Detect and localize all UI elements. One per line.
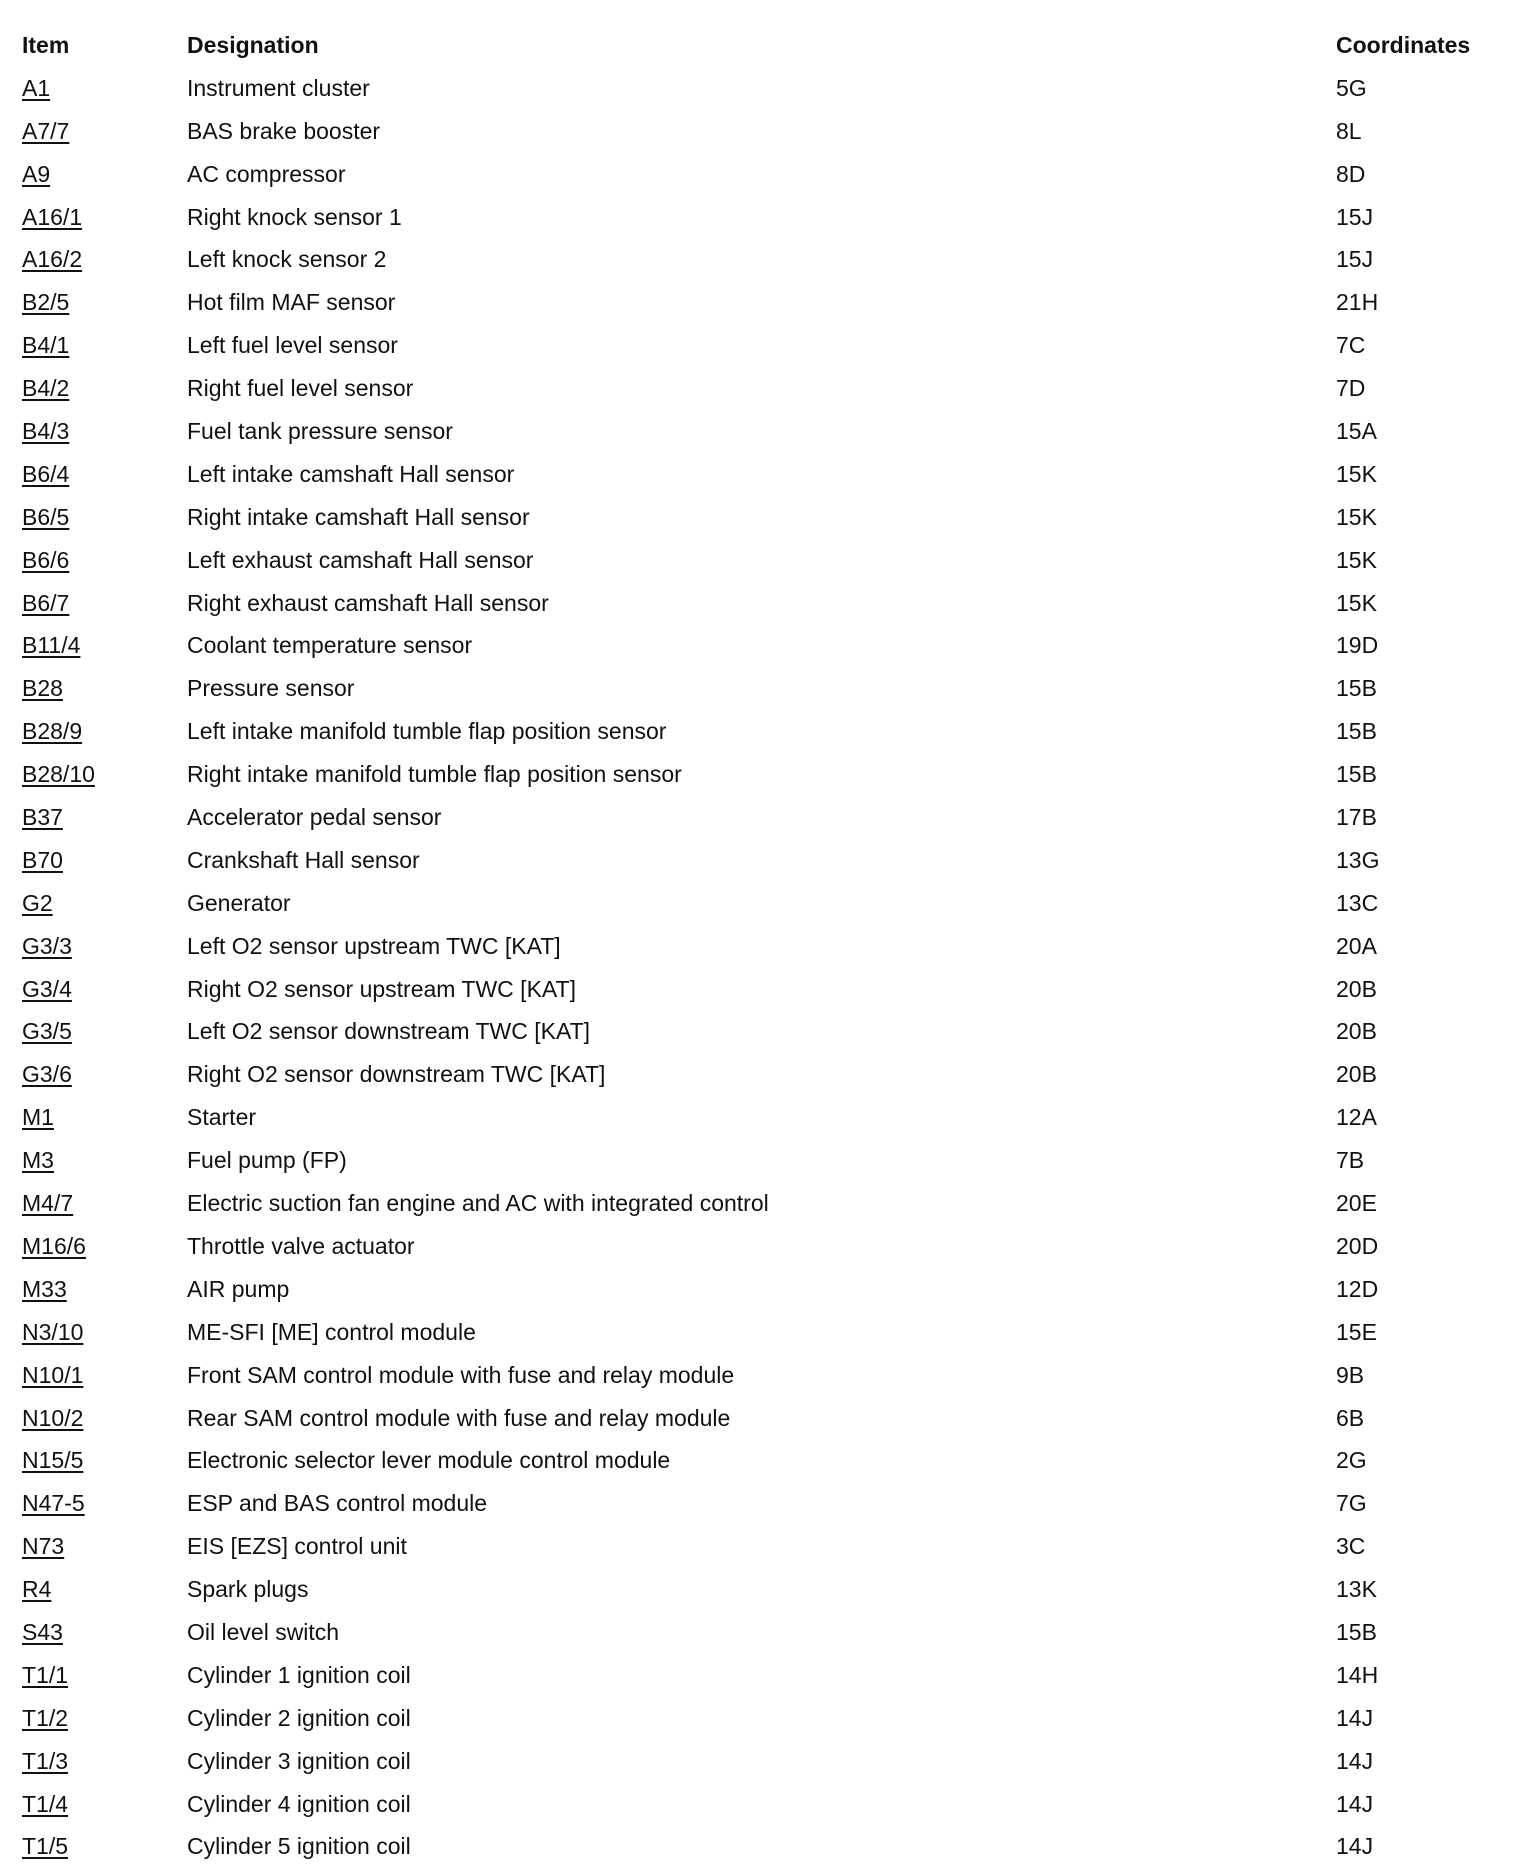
designation-text: Cylinder 1 ignition coil	[187, 1661, 411, 1688]
coordinates-text: 17B	[1336, 804, 1377, 831]
item-link[interactable]: B2/5	[22, 289, 70, 316]
item-link[interactable]: A9	[22, 160, 51, 187]
item-link[interactable]: G3/3	[22, 932, 72, 959]
table-row	[22, 1783, 1502, 1826]
table-row	[22, 1697, 1502, 1740]
table-row	[22, 753, 1502, 796]
item-link[interactable]: N10/2	[22, 1404, 84, 1431]
table-row	[22, 453, 1502, 496]
table-row	[22, 1482, 1502, 1525]
table-header-row	[22, 24, 1502, 67]
item-link[interactable]: M16/6	[22, 1232, 86, 1259]
table-row	[22, 1268, 1502, 1311]
table-row	[22, 1010, 1502, 1053]
item-link[interactable]: M33	[22, 1275, 67, 1302]
coordinates-text: 15K	[1336, 546, 1377, 573]
designation-text: Left O2 sensor upstream TWC [KAT]	[187, 932, 561, 959]
table-row	[22, 968, 1502, 1011]
designation-text: Right exhaust camshaft Hall sensor	[187, 589, 549, 616]
designation-text: Cylinder 3 ignition coil	[187, 1747, 411, 1774]
designation-text: Left intake camshaft Hall sensor	[187, 460, 515, 487]
designation-text: Cylinder 5 ignition coil	[187, 1833, 411, 1860]
coordinates-text: 21H	[1336, 289, 1379, 316]
designation-text: Right intake camshaft Hall sensor	[187, 503, 530, 530]
item-link[interactable]: N10/1	[22, 1361, 84, 1388]
item-link[interactable]: N15/5	[22, 1447, 84, 1474]
designation-text: AIR pump	[187, 1275, 290, 1302]
coordinates-text: 15K	[1336, 503, 1377, 530]
coordinates-text: 15B	[1336, 1618, 1377, 1645]
coordinates-text: 15K	[1336, 589, 1377, 616]
item-link[interactable]: B28/9	[22, 718, 83, 745]
designation-text: Coolant temperature sensor	[187, 632, 473, 659]
item-link[interactable]: M3	[22, 1147, 54, 1174]
item-link[interactable]: M1	[22, 1104, 54, 1131]
designation-text: Left O2 sensor downstream TWC [KAT]	[187, 1018, 591, 1045]
coordinates-text: 3C	[1336, 1533, 1366, 1560]
designation-text: Cylinder 2 ignition coil	[187, 1704, 411, 1731]
item-link[interactable]: T1/5	[22, 1833, 69, 1860]
table-row	[22, 667, 1502, 710]
component-legend-table	[22, 24, 1502, 1868]
table-row	[22, 624, 1502, 667]
table-row	[22, 324, 1502, 367]
item-link[interactable]: T1/1	[22, 1661, 69, 1688]
table-row	[22, 1611, 1502, 1654]
designation-text: Throttle valve actuator	[187, 1232, 415, 1259]
item-link[interactable]: S43	[22, 1618, 63, 1645]
table-row	[22, 1354, 1502, 1397]
table-row	[22, 1397, 1502, 1440]
coordinates-text: 20B	[1336, 1061, 1377, 1088]
coordinates-text: 9B	[1336, 1361, 1365, 1388]
coordinates-text: 15E	[1336, 1318, 1377, 1345]
coordinates-text: 14J	[1336, 1790, 1374, 1817]
item-link[interactable]: A16/2	[22, 246, 83, 273]
item-link[interactable]: B11/4	[22, 632, 81, 659]
table-row	[22, 1439, 1502, 1482]
item-link[interactable]: N3/10	[22, 1318, 84, 1345]
item-link[interactable]: B28	[22, 675, 63, 702]
coordinates-text: 15J	[1336, 203, 1374, 230]
table-row	[22, 367, 1502, 410]
item-link[interactable]: M4/7	[22, 1190, 74, 1217]
coordinates-text: 14J	[1336, 1704, 1374, 1731]
table-row	[22, 1825, 1502, 1868]
designation-text: AC compressor	[187, 160, 346, 187]
coordinates-text: 20B	[1336, 975, 1377, 1002]
table-row	[22, 153, 1502, 196]
designation-text: Oil level switch	[187, 1618, 340, 1645]
coordinates-text: 20D	[1336, 1232, 1379, 1259]
table-row	[22, 925, 1502, 968]
table-body	[22, 67, 1502, 1868]
item-link[interactable]: T1/4	[22, 1790, 69, 1817]
coordinates-text: 7B	[1336, 1147, 1365, 1174]
coordinates-text: 14J	[1336, 1833, 1374, 1860]
designation-text: Right O2 sensor downstream TWC [KAT]	[187, 1061, 606, 1088]
table-row	[22, 238, 1502, 281]
designation-text: Left exhaust camshaft Hall sensor	[187, 546, 534, 573]
designation-text: Left knock sensor 2	[187, 246, 387, 273]
coordinates-text: 15K	[1336, 460, 1377, 487]
item-link[interactable]: A7/7	[22, 117, 70, 144]
table-row	[22, 410, 1502, 453]
designation-text: Right knock sensor 1	[187, 203, 402, 230]
item-link[interactable]: N47-5	[22, 1490, 85, 1517]
coordinates-text: 15A	[1336, 418, 1377, 445]
designation-text: Right O2 sensor upstream TWC [KAT]	[187, 975, 576, 1002]
table-row	[22, 839, 1502, 882]
designation-text: Fuel pump (FP)	[187, 1147, 347, 1174]
coordinates-text: 8D	[1336, 160, 1366, 187]
coordinates-text: 12D	[1336, 1275, 1379, 1302]
table-row	[22, 582, 1502, 625]
coordinates-text: 12A	[1336, 1104, 1377, 1131]
coordinates-text: 20B	[1336, 1018, 1377, 1045]
item-link[interactable]: B4/2	[22, 375, 70, 402]
designation-text: ESP and BAS control module	[187, 1490, 488, 1517]
table-row	[22, 1182, 1502, 1225]
item-link[interactable]: B37	[22, 804, 63, 831]
table-row	[22, 1740, 1502, 1783]
table-row	[22, 1096, 1502, 1139]
coordinates-text: 15B	[1336, 675, 1377, 702]
coordinates-text: 6B	[1336, 1404, 1365, 1431]
table-row	[22, 1225, 1502, 1268]
coordinates-text: 13G	[1336, 846, 1380, 873]
coordinates-text: 13K	[1336, 1576, 1377, 1603]
designation-text: Spark plugs	[187, 1576, 309, 1603]
designation-text: EIS [EZS] control unit	[187, 1533, 407, 1560]
designation-text: ME-SFI [ME] control module	[187, 1318, 476, 1345]
coordinates-text: 20A	[1336, 932, 1377, 959]
coordinates-text: 19D	[1336, 632, 1379, 659]
item-link[interactable]: B28/10	[22, 761, 95, 788]
item-link[interactable]: B6/4	[22, 460, 70, 487]
column-header-coordinates: Coordinates	[1336, 32, 1471, 58]
designation-text: Hot film MAF sensor	[187, 289, 396, 316]
designation-text: Pressure sensor	[187, 675, 355, 702]
item-link[interactable]: A1	[22, 74, 51, 101]
table-row	[22, 1053, 1502, 1096]
table-row	[22, 539, 1502, 582]
item-link[interactable]: B4/1	[22, 332, 70, 359]
item-link[interactable]: B70	[22, 846, 63, 873]
designation-text: Rear SAM control module with fuse and relay module	[187, 1404, 731, 1431]
coordinates-text: 5G	[1336, 74, 1367, 101]
table-row	[22, 1139, 1502, 1182]
item-link[interactable]: B6/6	[22, 546, 70, 573]
coordinates-text: 13C	[1336, 889, 1379, 916]
designation-text: Cylinder 4 ignition coil	[187, 1790, 411, 1817]
coordinates-text: 14H	[1336, 1661, 1379, 1688]
item-link[interactable]: G3/6	[22, 1061, 72, 1088]
designation-text: Electric suction fan engine and AC with integrated control	[187, 1190, 769, 1217]
table-row	[22, 882, 1502, 925]
designation-text: Generator	[187, 889, 291, 916]
designation-text: Electronic selector lever module control module	[187, 1447, 671, 1474]
item-link[interactable]: T1/3	[22, 1747, 69, 1774]
item-link[interactable]: G3/5	[22, 1018, 72, 1045]
coordinates-text: 2G	[1336, 1447, 1367, 1474]
item-link[interactable]: A16/1	[22, 203, 83, 230]
column-header-designation: Designation	[187, 32, 319, 58]
coordinates-text: 15J	[1336, 246, 1374, 273]
item-link[interactable]: N73	[22, 1533, 65, 1560]
designation-text: Crankshaft Hall sensor	[187, 846, 420, 873]
coordinates-text: 7C	[1336, 332, 1366, 359]
item-link[interactable]: G2	[22, 889, 53, 916]
designation-text: Left fuel level sensor	[187, 332, 398, 359]
item-link[interactable]: G3/4	[22, 975, 72, 1002]
coordinates-text: 8L	[1336, 117, 1362, 144]
designation-text: Instrument cluster	[187, 74, 370, 101]
table-row	[22, 710, 1502, 753]
item-link[interactable]: R4	[22, 1576, 52, 1603]
designation-text: Right intake manifold tumble flap position sensor	[187, 761, 682, 788]
item-link[interactable]: B4/3	[22, 418, 70, 445]
item-link[interactable]: B6/5	[22, 503, 70, 530]
coordinates-text: 15B	[1336, 718, 1377, 745]
table-row	[22, 1568, 1502, 1611]
designation-text: Accelerator pedal sensor	[187, 804, 442, 831]
table-row	[22, 281, 1502, 324]
designation-text: Starter	[187, 1104, 257, 1131]
coordinates-text: 15B	[1336, 761, 1377, 788]
designation-text: Fuel tank pressure sensor	[187, 418, 453, 445]
coordinates-text: 14J	[1336, 1747, 1374, 1774]
item-link[interactable]: T1/2	[22, 1704, 69, 1731]
coordinates-text: 20E	[1336, 1190, 1377, 1217]
designation-text: Front SAM control module with fuse and relay module	[187, 1361, 735, 1388]
item-link[interactable]: B6/7	[22, 589, 70, 616]
table-row	[22, 67, 1502, 110]
table-row	[22, 1654, 1502, 1697]
designation-text: Left intake manifold tumble flap position sensor	[187, 718, 667, 745]
coordinates-text: 7D	[1336, 375, 1366, 402]
designation-text: Right fuel level sensor	[187, 375, 414, 402]
coordinates-text: 7G	[1336, 1490, 1367, 1517]
table-row	[22, 1525, 1502, 1568]
table-row	[22, 1311, 1502, 1354]
designation-text: BAS brake booster	[187, 117, 381, 144]
table-row	[22, 496, 1502, 539]
table-row	[22, 796, 1502, 839]
column-header-item: Item	[22, 32, 70, 58]
table-row	[22, 110, 1502, 153]
table-row	[22, 196, 1502, 239]
